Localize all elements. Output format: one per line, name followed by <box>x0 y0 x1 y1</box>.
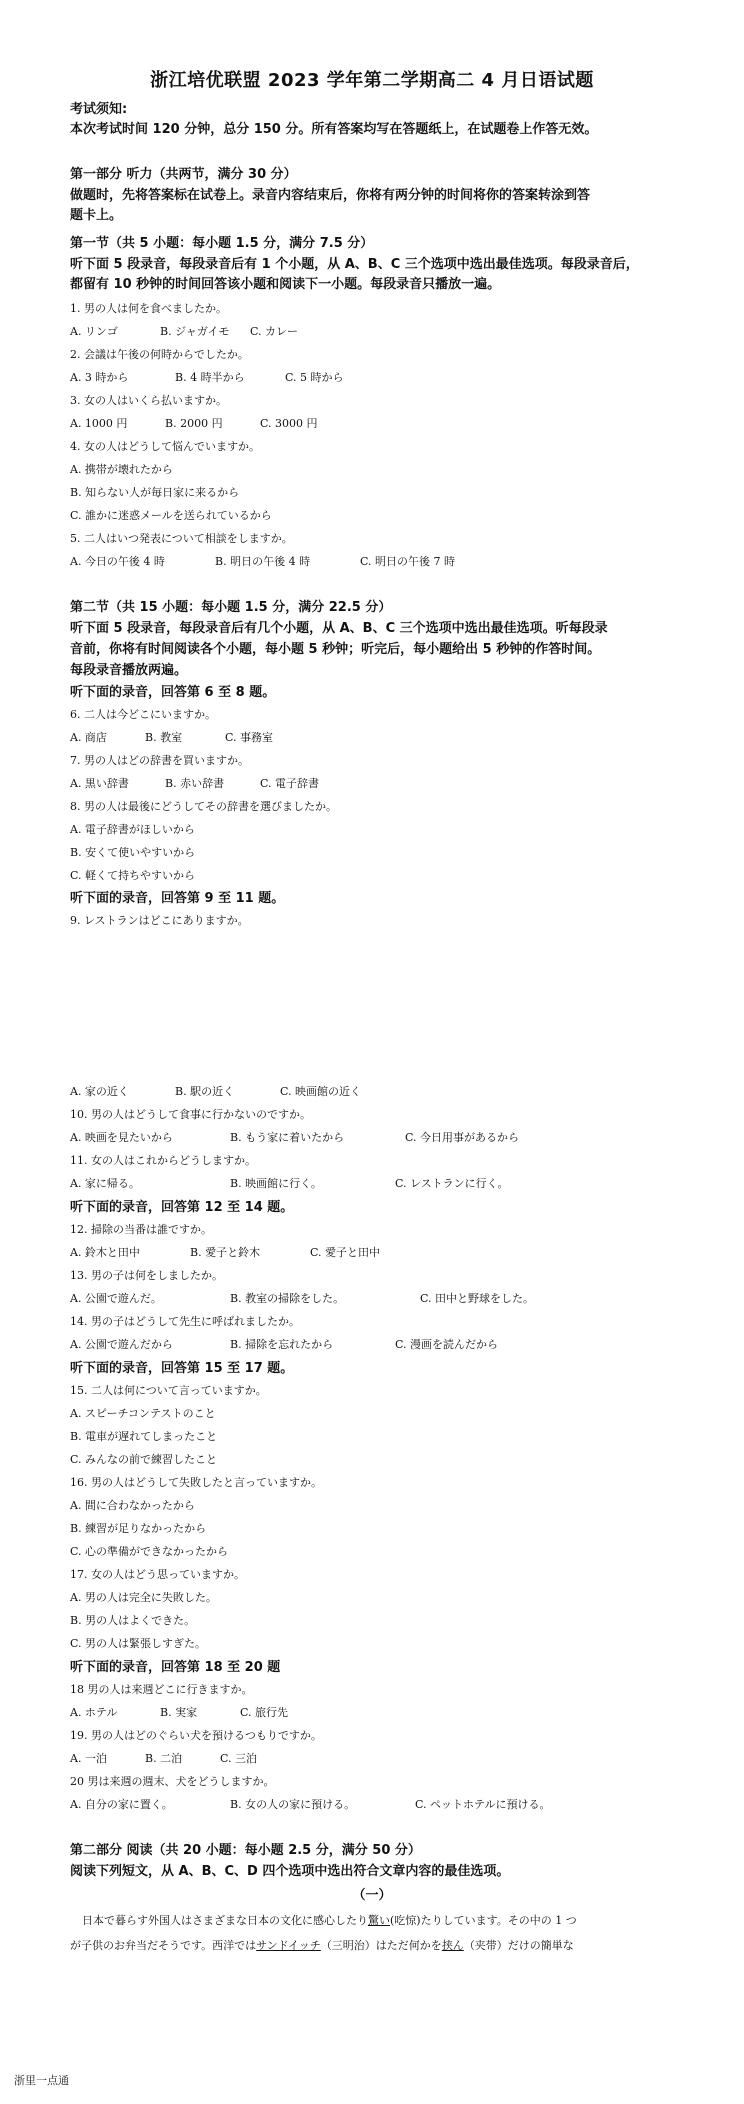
question-16-option-a: A. 間に合わなかったから <box>70 1499 195 1512</box>
question-4-option-a: A. 携帯が壊れたから <box>70 463 173 476</box>
question-15: 15. 二人は何について言っていますか。 <box>70 1384 267 1397</box>
question-14-options <box>70 1338 498 1352</box>
option-c: C. 漫画を読んだから <box>395 1338 499 1351</box>
listen-instruction: 听下面的录音，回答第 18 至 20 题 <box>70 1660 281 1675</box>
option-c: C. 明日の午後 7 時 <box>360 555 456 568</box>
question-17: 17. 女の人はどう思っていますか。 <box>70 1568 245 1581</box>
option-b: B. 明日の午後 4 時 <box>215 555 311 568</box>
option-a: A. 今日の午後 4 時 <box>70 555 165 568</box>
question-17-option-c: C. 男の人は緊張しすぎた。 <box>70 1637 207 1650</box>
question-17-option-b: B. 男の人はよくできた。 <box>70 1614 196 1627</box>
question-7-options <box>70 777 319 791</box>
option-a: A. 家に帰る。 <box>70 1177 140 1190</box>
option-a: A. 公園で遊んだ。 <box>70 1292 162 1305</box>
section1-heading: 第一节（共 5 小题：每小题 1.5 分，满分 7.5 分） <box>70 236 374 251</box>
question-12: 12. 掃除の当番は誰ですか。 <box>70 1223 212 1236</box>
question-5-options <box>70 555 455 569</box>
part1-heading: 第一部分 听力（共两节，满分 30 分） <box>70 167 297 182</box>
question-8-option-c: C. 軽くて持ちやすいから <box>70 869 196 882</box>
question-10-options <box>70 1131 519 1145</box>
question-19: 19. 男の人はどのぐらい犬を預けるつもりですか。 <box>70 1729 322 1742</box>
question-9-options <box>70 1085 361 1099</box>
option-c: C. 旅行先 <box>240 1706 289 1719</box>
listen-instruction: 听下面的录音，回答第 15 至 17 题。 <box>70 1361 294 1376</box>
question-16-option-b: B. 練習が足りなかったから <box>70 1522 207 1535</box>
option-a: A. 一泊 <box>70 1752 107 1765</box>
question-3: 3. 女の人はいくら払いますか。 <box>70 394 227 407</box>
listen-instruction: 听下面的录音，回答第 9 至 11 题。 <box>70 891 285 906</box>
option-b: B. 愛子と鈴木 <box>190 1246 261 1259</box>
option-a: A. リンゴ <box>70 325 118 338</box>
option-a: A. 公園で遊んだから <box>70 1338 173 1351</box>
option-a: A. 3 時から <box>70 371 129 384</box>
option-c: C. 愛子と田中 <box>310 1246 381 1259</box>
option-c: C. 電子辞書 <box>260 777 320 790</box>
question-15-option-c: C. みんなの前で練習したこと <box>70 1453 218 1466</box>
notice-heading: 考试须知: <box>70 102 128 117</box>
question-5: 5. 二人はいつ発表について相談をしますか。 <box>70 532 293 545</box>
option-c: C. 5 時から <box>285 371 344 384</box>
question-13: 13. 男の子は何をしましたか。 <box>70 1269 223 1282</box>
question-12-options <box>70 1246 380 1260</box>
question-7: 7. 男の人はどの辞書を買いますか。 <box>70 754 249 767</box>
option-a: A. 鈴木と田中 <box>70 1246 140 1259</box>
question-11: 11. 女の人はこれからどうしますか。 <box>70 1154 256 1167</box>
question-16-option-c: C. 心の準備ができなかったから <box>70 1545 229 1558</box>
question-1-options <box>70 325 298 339</box>
question-9: 9. レストランはどこにありますか。 <box>70 914 249 927</box>
question-19-options <box>70 1752 257 1766</box>
page-title: 浙江培优联盟 2023 学年第二学期高二 4 月日语试题 <box>150 70 594 91</box>
part1-intro: 做题时，先将答案标在试卷上。录音内容结束后，你将有两分钟的时间将你的答案转涂到答 <box>70 188 591 203</box>
passage-text: （夹带）だけの簡単な <box>463 1939 574 1952</box>
option-b: B. 教室 <box>145 731 183 744</box>
question-4: 4. 女の人はどうして悩んでいますか。 <box>70 440 260 453</box>
section2-intro: 音前，你将有时间阅读各个小题，每小题 5 秒钟；听完后，每小题给出 5 秒钟的作答时间。 <box>70 642 601 657</box>
option-b: B. 掃除を忘れたから <box>230 1338 334 1351</box>
question-4-option-c: C. 誰かに迷惑メールを送られているから <box>70 509 272 522</box>
option-c: C. 事務室 <box>225 731 274 744</box>
underlined-word: サンドイッチ <box>256 1939 321 1952</box>
option-b: B. 4 時半から <box>175 371 245 384</box>
option-c: C. 3000 円 <box>260 417 318 430</box>
option-c: C. カレー <box>250 325 299 338</box>
option-c: C. 今日用事があるから <box>405 1131 520 1144</box>
underlined-word: 驚い <box>368 1914 390 1927</box>
passage-number: （一） <box>352 1888 392 1903</box>
option-c: C. レストランに行く。 <box>395 1177 509 1190</box>
part1-intro: 题卡上。 <box>70 208 123 223</box>
option-c: C. 映画館の近く <box>280 1085 362 1098</box>
question-20: 20 男は来週の週末、犬をどうしますか。 <box>70 1775 275 1788</box>
question-11-options <box>70 1177 508 1191</box>
option-c: C. 田中と野球をした。 <box>420 1292 535 1305</box>
option-b: B. もう家に着いたから <box>230 1131 345 1144</box>
option-a: A. 1000 円 <box>70 417 128 430</box>
question-15-option-a: A. スピーチコンテストのこと <box>70 1407 216 1420</box>
notice-text: 本次考试时间 120 分钟，总分 150 分。所有答案均写在答题纸上，在试题卷上作答无效。 <box>70 122 598 137</box>
passage-text: 日本で暮らす外国人はさまざまな日本の文化に感心したり <box>82 1914 368 1927</box>
option-b: B. 駅の近く <box>175 1085 235 1098</box>
option-b: B. 教室の掃除をした。 <box>230 1292 345 1305</box>
question-6-options <box>70 731 273 745</box>
option-a: A. 商店 <box>70 731 107 744</box>
question-15-option-b: B. 電車が遅れてしまったこと <box>70 1430 218 1443</box>
question-18: 18 男の人は来週どこに行きますか。 <box>70 1683 253 1696</box>
option-a: A. 自分の家に置く。 <box>70 1798 173 1811</box>
option-a: A. 黒い辞書 <box>70 777 129 790</box>
question-10: 10. 男の人はどうして食事に行かないのですか。 <box>70 1108 311 1121</box>
question-2-options <box>70 371 344 385</box>
option-b: B. ジャガイモ <box>160 325 230 338</box>
part2-intro: 阅读下列短文，从 A、B、C、D 四个选项中选出符合文章内容的最佳选项。 <box>70 1864 510 1879</box>
section1-intro: 都留有 10 秒钟的时间回答该小题和阅读下一小题。每段录音只播放一遍。 <box>70 277 501 292</box>
question-1: 1. 男の人は何を食べましたか。 <box>70 302 227 315</box>
option-b: B. 2000 円 <box>165 417 223 430</box>
option-b: B. 実家 <box>160 1706 198 1719</box>
question-16: 16. 男の人はどうして失敗したと言っていますか。 <box>70 1476 322 1489</box>
question-20-options <box>70 1798 550 1812</box>
section2-intro: 听下面 5 段录音，每段录音后有几个小题，从 A、B、C 三个选项中选出最佳选项。听每段录 <box>70 621 608 636</box>
option-b: B. 女の人の家に預ける。 <box>230 1798 356 1811</box>
passage-text: （三明治）はただ何かを <box>320 1939 442 1952</box>
question-3-options <box>70 417 318 431</box>
option-a: A. 映画を見たいから <box>70 1131 173 1144</box>
listen-instruction: 听下面的录音，回答第 12 至 14 题。 <box>70 1200 294 1215</box>
option-b: B. 赤い辞書 <box>165 777 225 790</box>
option-c: C. 三泊 <box>220 1752 258 1765</box>
listen-instruction: 听下面的录音，回答第 6 至 8 题。 <box>70 685 276 700</box>
section2-intro: 每段录音播放两遍。 <box>70 663 188 678</box>
option-c: C. ペットホテルに預ける。 <box>415 1798 551 1811</box>
question-6: 6. 二人は今どこにいますか。 <box>70 708 216 721</box>
passage-line <box>82 1914 577 1928</box>
part2-heading: 第二部分 阅读（共 20 小题：每小题 2.5 分，满分 50 分） <box>70 1843 421 1858</box>
section1-intro: 听下面 5 段录音，每段录音后有 1 个小题，从 A、B、C 三个选项中选出最佳选项。每段录音后， <box>70 257 639 272</box>
underlined-word: 挟ん <box>441 1939 464 1952</box>
passage-text: (吃惊)たりしています。その中の 1 つ <box>390 1914 577 1927</box>
question-4-option-b: B. 知らない人が毎日家に来るから <box>70 486 240 499</box>
option-b: B. 二泊 <box>145 1752 183 1765</box>
footer-watermark: 浙里一点通 <box>14 2074 69 2087</box>
option-b: B. 映画館に行く。 <box>230 1177 322 1190</box>
question-2: 2. 会議は午後の何時からでしたか。 <box>70 348 249 361</box>
option-a: A. 家の近く <box>70 1085 129 1098</box>
question-13-options <box>70 1292 534 1306</box>
option-a: A. ホテル <box>70 1706 118 1719</box>
question-18-options <box>70 1706 288 1720</box>
section2-heading: 第二节（共 15 小题：每小题 1.5 分，满分 22.5 分） <box>70 600 392 615</box>
question-14: 14. 男の子はどうして先生に呼ばれましたか。 <box>70 1315 300 1328</box>
question-17-option-a: A. 男の人は完全に失敗した。 <box>70 1591 217 1604</box>
question-8-option-b: B. 安くて使いやすいから <box>70 846 196 859</box>
passage-text: が子供のお弁当だそうです。西洋では <box>70 1939 257 1952</box>
question-8-option-a: A. 電子辞書がほしいから <box>70 823 195 836</box>
passage-line <box>70 1939 574 1953</box>
question-8: 8. 男の人は最後にどうしてその辞書を選びましたか。 <box>70 800 337 813</box>
